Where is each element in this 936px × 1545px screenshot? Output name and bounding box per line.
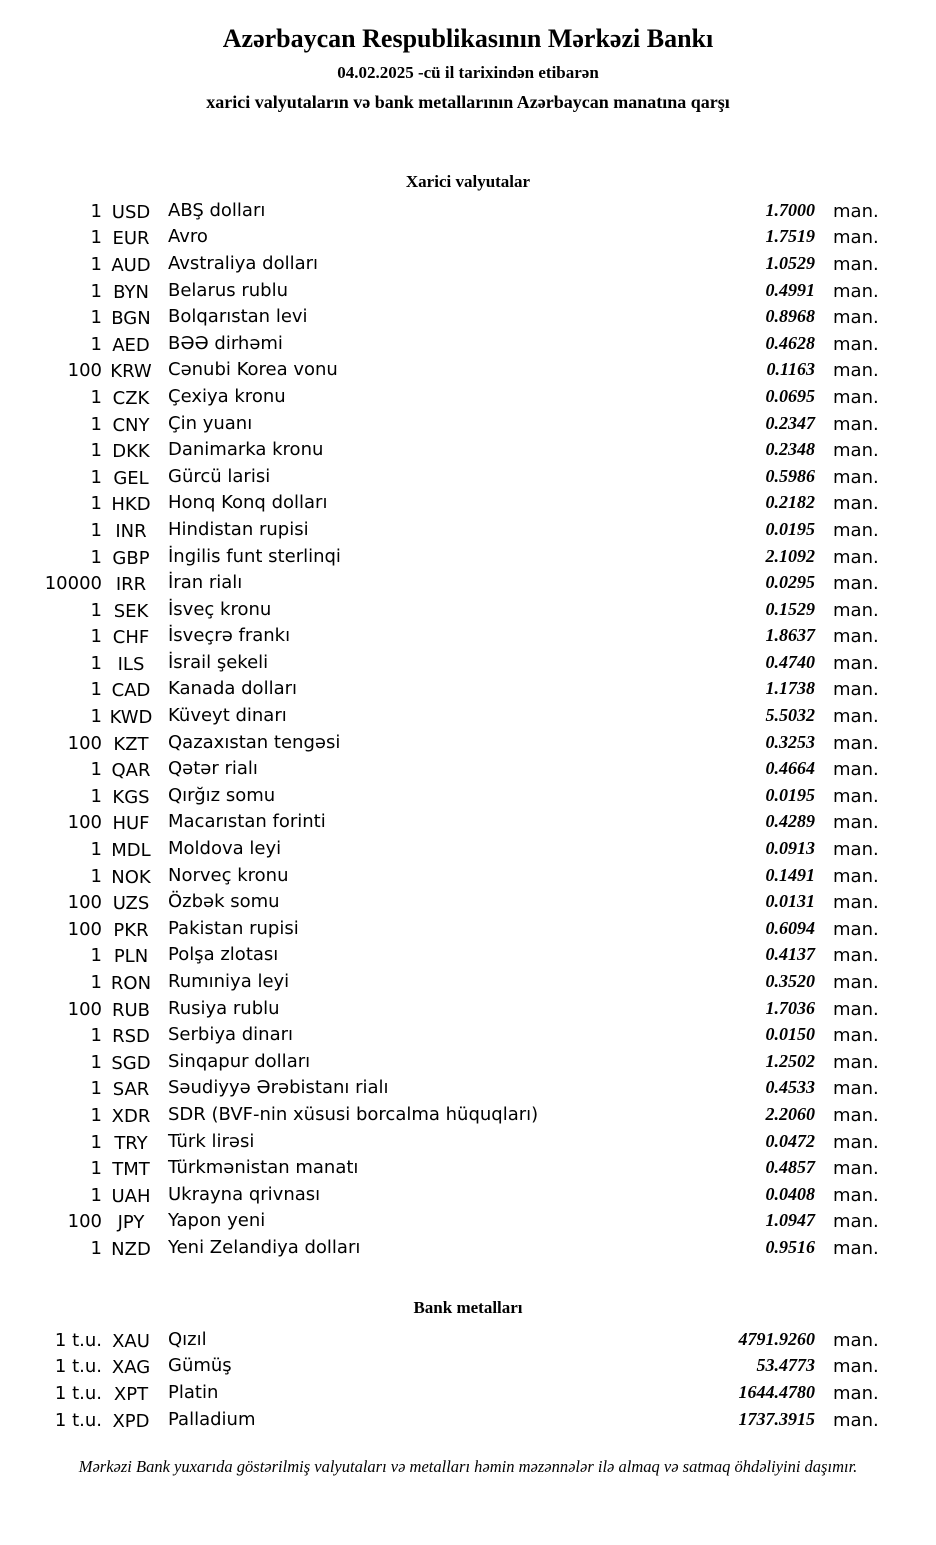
quantity-value: 1: [90, 652, 102, 674]
unit-label: man.: [833, 839, 879, 861]
table-row: [0, 1048, 936, 1075]
currency-name: Platin: [168, 1381, 219, 1403]
page-title: Azərbaycan Respublikasının Mərkəzi Bankı: [222, 24, 714, 53]
quantity-value: 100: [67, 892, 102, 914]
currency-name: Çin yuanı: [168, 412, 253, 434]
disclaimer-text: Mərkəzi Bank yuxarıda göstərilmiş valyutaları və metalları həmin məzənnələr ilə almaq və satmaq öhdəliyini daşımır.: [78, 1457, 858, 1476]
currency-name: Avstraliya dolları: [168, 252, 319, 274]
rate-value: 2.2060: [765, 1103, 815, 1124]
table-row: [0, 303, 936, 330]
quantity-value: 1: [90, 1131, 102, 1153]
table-row: [0, 835, 936, 862]
table-row: [0, 463, 936, 490]
currency-name: SDR (BVF-nin xüsusi borcalma hüquqları): [168, 1103, 539, 1125]
unit-label: man.: [833, 998, 879, 1020]
unit-label: man.: [833, 546, 879, 568]
table-row: [0, 1181, 936, 1208]
currency-code: RSD: [112, 1026, 150, 1048]
quantity-value: 1 t.u.: [54, 1356, 102, 1378]
quantity-value: 100: [67, 732, 102, 754]
rate-value: 0.2348: [765, 439, 815, 460]
unit-label: man.: [833, 972, 879, 994]
currency-name: İsveç kronu: [168, 598, 272, 620]
currency-name: Honq Konq dolları: [168, 492, 328, 514]
currency-code: SGD: [111, 1052, 151, 1074]
table-row: [0, 1353, 936, 1380]
quantity-value: 1: [90, 1051, 102, 1073]
unit-label: man.: [833, 1025, 879, 1047]
quantity-value: 1 t.u.: [54, 1329, 102, 1351]
unit-label: man.: [833, 892, 879, 914]
rate-value: 0.0195: [765, 784, 815, 805]
rate-value: 0.9516: [765, 1236, 815, 1257]
rate-value: 1.1738: [765, 678, 815, 699]
currency-code: CHF: [112, 627, 150, 649]
unit-label: man.: [833, 466, 879, 488]
quantity-value: 1: [90, 972, 102, 994]
quantity-value: 1: [90, 785, 102, 807]
rate-value: 0.4740: [765, 651, 815, 672]
table-row: [0, 436, 936, 463]
rate-value: 0.0150: [765, 1024, 815, 1045]
rate-value: 0.4857: [765, 1157, 815, 1178]
quantity-value: 1: [90, 386, 102, 408]
currency-code: ILS: [117, 653, 145, 675]
quantity-value: 1: [90, 1078, 102, 1100]
currency-name: İngilis funt sterlinqi: [168, 545, 341, 567]
quantity-value: 1: [90, 1237, 102, 1259]
rate-value: 5.5032: [765, 705, 815, 726]
currency-code: BYN: [113, 281, 149, 303]
rate-value: 1.7036: [765, 997, 815, 1018]
currency-name: BƏƏ dirhəmi: [168, 332, 283, 354]
rate-value: 0.1529: [765, 598, 815, 619]
quantity-value: 1: [90, 706, 102, 728]
currency-code: EUR: [112, 228, 150, 250]
unit-label: man.: [833, 519, 879, 541]
currency-rates-table: [0, 197, 936, 1261]
currency-code: DKK: [112, 441, 150, 463]
rate-value: 1.0947: [765, 1210, 815, 1231]
unit-label: man.: [833, 200, 879, 222]
quantity-value: 1: [90, 253, 102, 275]
quantity-value: 1: [90, 466, 102, 488]
unit-label: man.: [833, 1184, 879, 1206]
currency-name: Rusiya rublu: [168, 997, 280, 1019]
currency-code: GEL: [113, 467, 149, 489]
unit-label: man.: [833, 652, 879, 674]
quantity-value: 100: [67, 360, 102, 382]
unit-label: man.: [833, 1211, 879, 1233]
currency-code: RON: [110, 973, 152, 995]
currency-name: Gümüş: [168, 1355, 232, 1377]
unit-label: man.: [833, 280, 879, 302]
table-row: [0, 649, 936, 676]
currency-code: AED: [112, 334, 150, 356]
rate-value: 0.0295: [765, 572, 815, 593]
rate-value: 0.3520: [765, 971, 815, 992]
metal-rates-table: [0, 1326, 936, 1432]
table-row: [0, 250, 936, 277]
quantity-value: 1: [90, 1184, 102, 1206]
rate-value: 0.4289: [765, 811, 815, 832]
rate-value: 0.0131: [765, 891, 815, 912]
metals-section-heading: Bank metalları: [413, 1298, 523, 1317]
quantity-value: 1: [90, 519, 102, 541]
quantity-value: 1: [90, 1104, 102, 1126]
currency-code: BGN: [111, 308, 151, 330]
rate-value: 0.4533: [765, 1077, 815, 1098]
currency-name: Danimarka kronu: [168, 439, 324, 461]
unit-label: man.: [833, 440, 879, 462]
rate-value: 1644.4780: [738, 1381, 815, 1402]
rate-value: 0.2182: [765, 492, 815, 513]
unit-label: man.: [833, 573, 879, 595]
currency-code: UZS: [112, 893, 150, 915]
quantity-value: 1: [90, 679, 102, 701]
table-row: [0, 569, 936, 596]
table-row: [0, 623, 936, 650]
currency-code: RUB: [111, 999, 151, 1021]
rate-value: 4791.9260: [738, 1328, 815, 1349]
currency-code: INR: [115, 520, 147, 542]
unit-label: man.: [833, 706, 879, 728]
currency-code: NZD: [111, 1238, 151, 1260]
rate-value: 0.0695: [765, 385, 815, 406]
rate-value: 0.1491: [765, 864, 815, 885]
table-row: [0, 755, 936, 782]
unit-label: man.: [833, 1104, 879, 1126]
unit-label: man.: [833, 759, 879, 781]
table-row: [0, 357, 936, 384]
unit-label: man.: [833, 333, 879, 355]
unit-label: man.: [833, 679, 879, 701]
unit-label: man.: [833, 785, 879, 807]
currency-name: İsrail şekeli: [168, 651, 269, 673]
quantity-value: 1: [90, 280, 102, 302]
currency-code: XAG: [111, 1357, 151, 1379]
currency-code: USD: [111, 201, 151, 223]
table-row: [0, 942, 936, 969]
quantity-value: 1 t.u.: [54, 1382, 102, 1404]
currency-code: CZK: [112, 387, 150, 409]
currency-name: Qırğız somu: [168, 784, 276, 806]
quantity-value: 1 t.u.: [54, 1409, 102, 1431]
rate-value: 2.1092: [765, 545, 815, 566]
unit-label: man.: [833, 918, 879, 940]
rate-value: 1737.3915: [738, 1408, 815, 1429]
table-row: [0, 410, 936, 437]
currency-code: HUF: [112, 813, 150, 835]
currency-name: Türkmənistan manatı: [168, 1157, 359, 1179]
unit-label: man.: [833, 1409, 879, 1431]
unit-label: man.: [833, 945, 879, 967]
currency-name: Qətər rialı: [168, 758, 258, 780]
quantity-value: 1: [90, 626, 102, 648]
currency-name: ABŞ dolları: [168, 199, 266, 221]
table-row: [0, 383, 936, 410]
quantity-value: 1: [90, 865, 102, 887]
unit-label: man.: [833, 413, 879, 435]
currency-name: Norveç kronu: [168, 864, 289, 886]
table-row: [0, 1406, 936, 1433]
quantity-value: 1: [90, 546, 102, 568]
quantity-value: 1: [90, 227, 102, 249]
quantity-value: 1: [90, 599, 102, 621]
quantity-value: 1: [90, 333, 102, 355]
quantity-value: 1: [90, 759, 102, 781]
unit-label: man.: [833, 626, 879, 648]
quantity-value: 100: [67, 998, 102, 1020]
table-row: [0, 676, 936, 703]
unit-label: man.: [833, 812, 879, 834]
currency-name: Özbək somu: [168, 891, 280, 913]
currency-name: İran rialı: [168, 572, 243, 594]
unit-label: man.: [833, 360, 879, 382]
currency-name: Yeni Zelandiya dolları: [168, 1236, 361, 1258]
rate-value: 0.8968: [765, 306, 815, 327]
currency-code: TRY: [114, 1132, 148, 1154]
table-row: [0, 490, 936, 517]
currency-code: KRW: [110, 361, 152, 383]
unit-label: man.: [833, 1131, 879, 1153]
quantity-value: 1: [90, 1025, 102, 1047]
rate-value: 0.3253: [765, 731, 815, 752]
currency-name: Kanada dolları: [168, 678, 298, 700]
currency-code: PLN: [113, 946, 149, 968]
table-row: [0, 197, 936, 224]
currency-name: Moldova leyi: [168, 838, 282, 860]
currency-name: Palladium: [168, 1408, 256, 1430]
rate-value: 0.0408: [765, 1183, 815, 1204]
unit-label: man.: [833, 1356, 879, 1378]
rate-value: 0.0472: [765, 1130, 815, 1151]
currency-code: CNY: [112, 414, 150, 436]
unit-label: man.: [833, 253, 879, 275]
currency-code: GBP: [112, 547, 150, 569]
quantity-value: 1: [90, 307, 102, 329]
table-row: [0, 1326, 936, 1353]
currency-name: Küveyt dinarı: [168, 705, 287, 727]
currency-name: Qızıl: [168, 1328, 207, 1350]
currency-code: UAH: [111, 1185, 151, 1207]
currency-name: Macarıstan forinti: [168, 811, 326, 833]
rate-value: 0.4991: [765, 279, 815, 300]
table-row: [0, 702, 936, 729]
rate-value: 0.2347: [765, 412, 815, 433]
currency-name: Çexiya kronu: [168, 385, 286, 407]
quantity-value: 100: [67, 1211, 102, 1233]
quantity-value: 100: [67, 918, 102, 940]
table-row: [0, 330, 936, 357]
table-row: [0, 729, 936, 756]
rate-value: 53.4773: [756, 1355, 815, 1376]
table-row: [0, 1208, 936, 1235]
currency-code: XDR: [111, 1105, 151, 1127]
unit-label: man.: [833, 1382, 879, 1404]
unit-label: man.: [833, 307, 879, 329]
currency-name: Yapon yeni: [168, 1210, 266, 1232]
unit-label: man.: [833, 1078, 879, 1100]
table-row: [0, 224, 936, 251]
currency-code: SAR: [112, 1079, 150, 1101]
quantity-value: 10000: [44, 573, 102, 595]
currency-code: PKR: [113, 919, 149, 941]
currencies-section-heading: Xarici valyutalar: [405, 172, 531, 191]
rate-value: 0.4664: [765, 758, 815, 779]
currency-name: Səudiyyə Ərəbistanı rialı: [168, 1077, 389, 1099]
unit-label: man.: [833, 493, 879, 515]
currency-code: XPT: [113, 1383, 149, 1405]
currency-code: NOK: [111, 866, 151, 888]
currency-code: JPY: [117, 1212, 145, 1234]
unit-label: man.: [833, 227, 879, 249]
rate-value: 0.0913: [765, 838, 815, 859]
currency-name: Cənubi Korea vonu: [168, 359, 338, 381]
table-row: [0, 862, 936, 889]
currency-code: KZT: [113, 733, 149, 755]
table-row: [0, 1128, 936, 1155]
currency-code: KGS: [112, 786, 150, 808]
currency-code: IRR: [115, 574, 147, 596]
table-row: [0, 516, 936, 543]
table-row: [0, 968, 936, 995]
table-row: [0, 1234, 936, 1261]
unit-label: man.: [833, 865, 879, 887]
table-row: [0, 809, 936, 836]
unit-label: man.: [833, 1329, 879, 1351]
quantity-value: 1: [90, 440, 102, 462]
rate-value: 0.5986: [765, 465, 815, 486]
unit-label: man.: [833, 1237, 879, 1259]
table-row: [0, 995, 936, 1022]
quantity-value: 1: [90, 200, 102, 222]
table-row: [0, 782, 936, 809]
currency-name: İsveçrə frankı: [168, 625, 291, 647]
currency-name: Bolqarıstan levi: [168, 306, 308, 328]
rate-value: 0.4628: [765, 332, 815, 353]
currency-name: Avro: [168, 226, 208, 248]
unit-label: man.: [833, 1051, 879, 1073]
currency-code: QAR: [111, 760, 151, 782]
currency-name: Serbiya dinarı: [168, 1024, 293, 1046]
rate-value: 0.0195: [765, 518, 815, 539]
currency-name: Polşa zlotası: [168, 944, 279, 966]
currency-code: SEK: [113, 600, 149, 622]
table-row: [0, 596, 936, 623]
table-row: [0, 1101, 936, 1128]
currency-name: Hindistan rupisi: [168, 518, 309, 540]
currency-code: MDL: [111, 840, 151, 862]
unit-label: man.: [833, 732, 879, 754]
currency-name: Qazaxıstan tengəsi: [168, 731, 341, 753]
currency-code: KWD: [109, 707, 153, 729]
quantity-value: 1: [90, 493, 102, 515]
quantity-value: 1: [90, 945, 102, 967]
currency-code: CAD: [111, 680, 151, 702]
currency-name: Sinqapur dolları: [168, 1050, 311, 1072]
unit-label: man.: [833, 599, 879, 621]
table-row: [0, 543, 936, 570]
currency-code: TMT: [112, 1159, 150, 1181]
currency-name: Ukrayna qrivnası: [168, 1183, 321, 1205]
rate-value: 1.0529: [765, 252, 815, 273]
rate-value: 1.8637: [765, 625, 815, 646]
rate-value: 0.6094: [765, 917, 815, 938]
unit-label: man.: [833, 1158, 879, 1180]
effective-date-line: 04.02.2025 -cü il tarixindən etibarən: [337, 63, 599, 82]
rate-value: 1.7000: [765, 199, 815, 220]
rate-value: 0.1163: [766, 359, 815, 380]
currency-code: AUD: [111, 254, 151, 276]
table-row: [0, 1379, 936, 1406]
rate-value: 0.4137: [765, 944, 815, 965]
currency-code: HKD: [111, 494, 151, 516]
table-row: [0, 1021, 936, 1048]
quantity-value: 1: [90, 1158, 102, 1180]
currency-code: XAU: [112, 1330, 150, 1352]
currency-name: Pakistan rupisi: [168, 917, 299, 939]
table-row: [0, 277, 936, 304]
currency-name: Rumıniya leyi: [168, 971, 290, 993]
table-row: [0, 915, 936, 942]
table-row: [0, 1075, 936, 1102]
quantity-value: 1: [90, 839, 102, 861]
quantity-value: 1: [90, 413, 102, 435]
currency-code: XPD: [112, 1410, 150, 1432]
table-row: [0, 888, 936, 915]
page-subtitle: xarici valyutaların və bank metallarının Azərbaycan manatına qarşı: [206, 92, 730, 112]
rate-value: 1.2502: [765, 1050, 815, 1071]
currency-name: Türk lirəsi: [168, 1130, 255, 1152]
quantity-value: 100: [67, 812, 102, 834]
currency-name: Belarus rublu: [168, 279, 289, 301]
unit-label: man.: [833, 386, 879, 408]
table-row: [0, 1154, 936, 1181]
currency-name: Gürcü larisi: [168, 465, 271, 487]
rate-value: 1.7519: [765, 226, 815, 247]
